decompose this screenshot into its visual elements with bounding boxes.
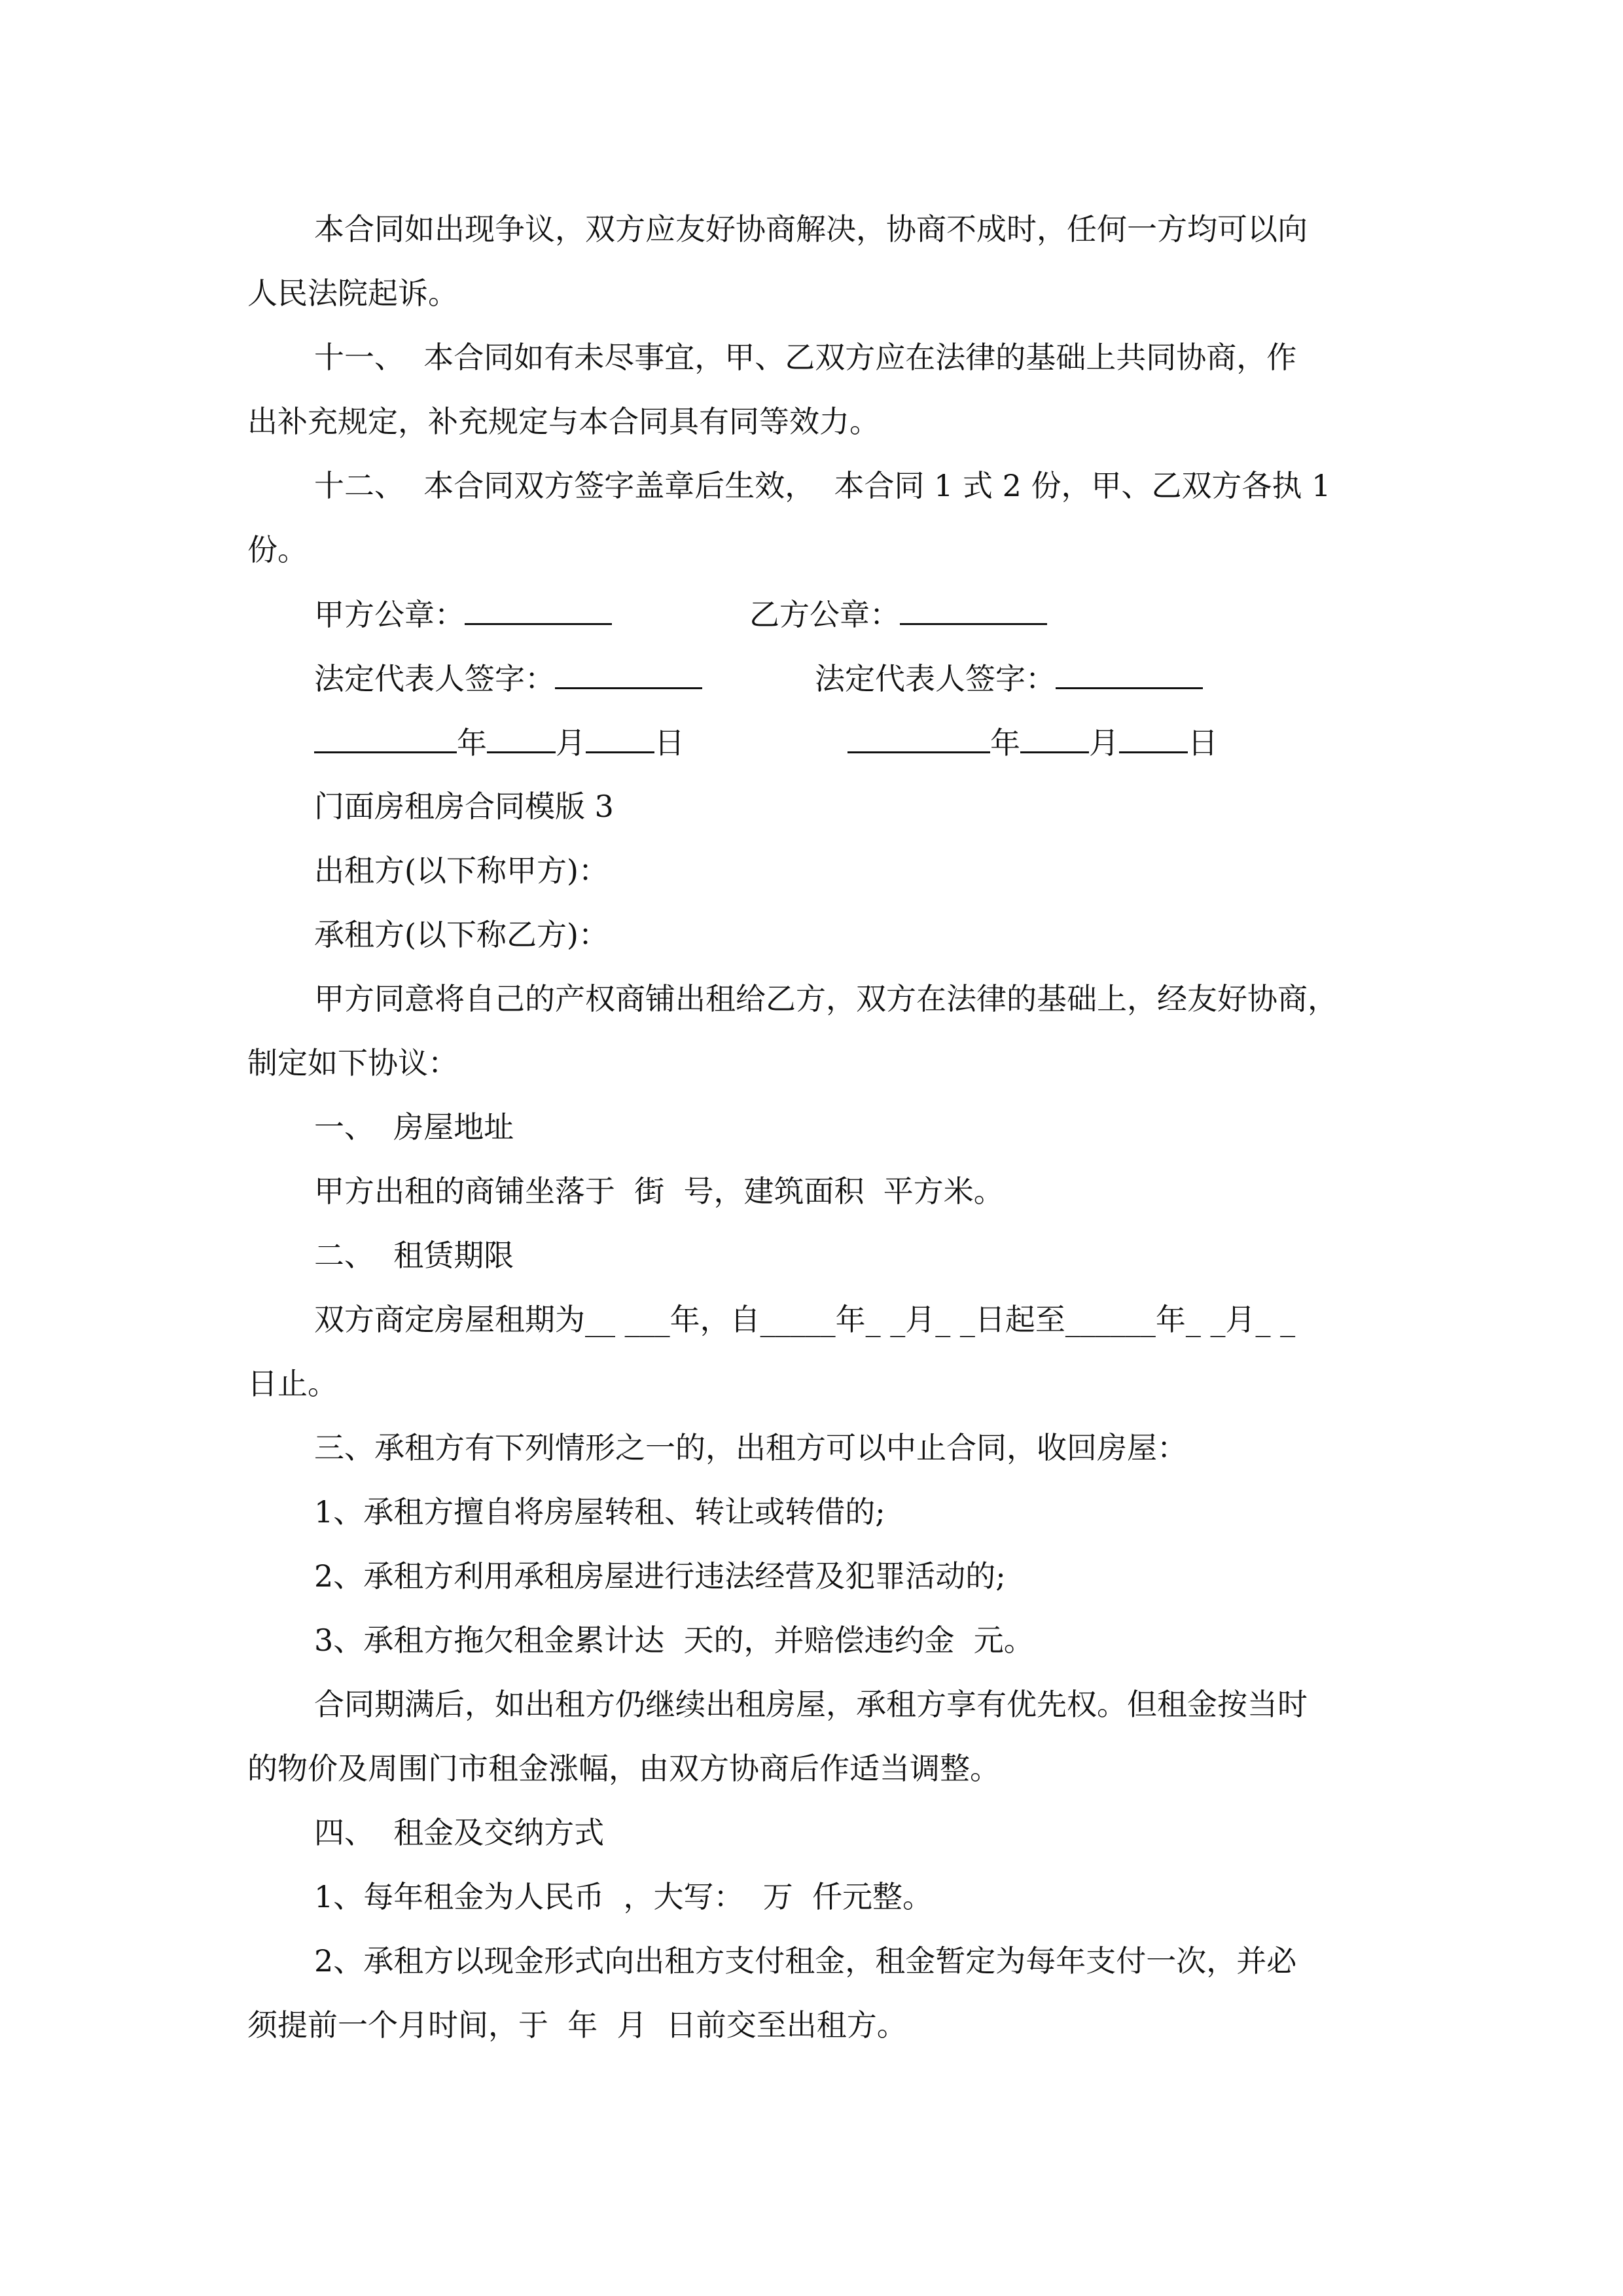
- paragraph-line: 双方商定房屋租期为__ ___年，自_____年_ _月_ _日起至______年_ _月_ _: [314, 1302, 1296, 1337]
- clause-heading: 一、 房屋地址: [314, 1109, 514, 1145]
- paragraph-line: 十一、 本合同如有未尽事宜，甲、乙双方应在法律的基础上共同协商，作: [314, 340, 1297, 375]
- paragraph-line: 甲方同意将自己的产权商铺出租给乙方，双方在法律的基础上，经友好协商，: [314, 981, 1338, 1016]
- paragraph-line: 2、承租方利用承租房屋进行违法经营及犯罪活动的;: [314, 1558, 1006, 1594]
- clause-heading: 三、承租方有下列情形之一的，出租方可以中止合同，收回房屋：: [314, 1430, 1187, 1465]
- paragraph-line: 出租方(以下称甲方)：: [314, 853, 609, 888]
- party-a-date: 年 月 日: [314, 723, 685, 762]
- paragraph-line: 合同期满后，如出租方仍继续出租房屋，承租方享有优先权。但租金按当时: [314, 1687, 1308, 1722]
- party-a-seal-label: 甲方公章：: [314, 594, 612, 634]
- date-blank: [586, 723, 654, 753]
- party-b-date: 年 月 日: [847, 723, 1218, 762]
- date-blank: [1020, 723, 1089, 753]
- date-blank: [487, 723, 556, 753]
- party-b-rep-sign: 法定代表人签字：: [815, 658, 1203, 698]
- paragraph-line: 1、每年租金为人民币 ，大写： 万 仟元整。: [314, 1879, 933, 1914]
- date-blank: [1119, 723, 1188, 753]
- party-a-rep-sign: 法定代表人签字：: [314, 658, 702, 698]
- paragraph-line: 3、承租方拖欠租金累计达 天的，并赔偿违约金 元。: [314, 1623, 1034, 1658]
- signature-blank: [1056, 658, 1203, 689]
- clause-heading: 四、 租金及交纳方式: [314, 1815, 605, 1850]
- paragraph-line: 日止。: [247, 1366, 338, 1401]
- party-b-seal-label: 乙方公章：: [749, 594, 1047, 634]
- date-blank: [847, 723, 990, 753]
- clause-heading: 二、 租赁期限: [314, 1238, 514, 1273]
- signature-blank: [465, 594, 612, 625]
- paragraph-line: 承租方(以下称乙方)：: [314, 917, 609, 952]
- signature-blank: [900, 594, 1047, 625]
- paragraph-line: 本合同如出现争议，双方应友好协商解决，协商不成时，任何一方均可以向: [314, 211, 1308, 247]
- date-blank: [314, 723, 457, 753]
- paragraph-line: 制定如下协议：: [247, 1045, 458, 1081]
- paragraph-line: 须提前一个月时间，于 年 月 日前交至出租方。: [247, 2007, 907, 2043]
- paragraph-line: 十二、 本合同双方签字盖章后生效， 本合同 1 式 2 份，甲、乙双方各执 1: [314, 468, 1331, 503]
- paragraph-line: 份。: [247, 532, 308, 567]
- section-title: 门面房租房合同模版 3: [314, 789, 614, 824]
- signature-blank: [555, 658, 702, 689]
- paragraph-line: 人民法院起诉。: [247, 276, 458, 311]
- paragraph-line: 1、承租方擅自将房屋转租、转让或转借的;: [314, 1494, 885, 1530]
- paragraph-line: 2、承租方以现金形式向出租方支付租金，租金暂定为每年支付一次，并必: [314, 1943, 1297, 1979]
- paragraph-line: 甲方出租的商铺坐落于 街 号，建筑面积 平方米。: [314, 1174, 1004, 1209]
- paragraph-line: 的物价及周围门市租金涨幅，由双方协商后作适当调整。: [247, 1751, 1000, 1786]
- paragraph-line: 出补充规定，补充规定与本合同具有同等效力。: [247, 404, 880, 439]
